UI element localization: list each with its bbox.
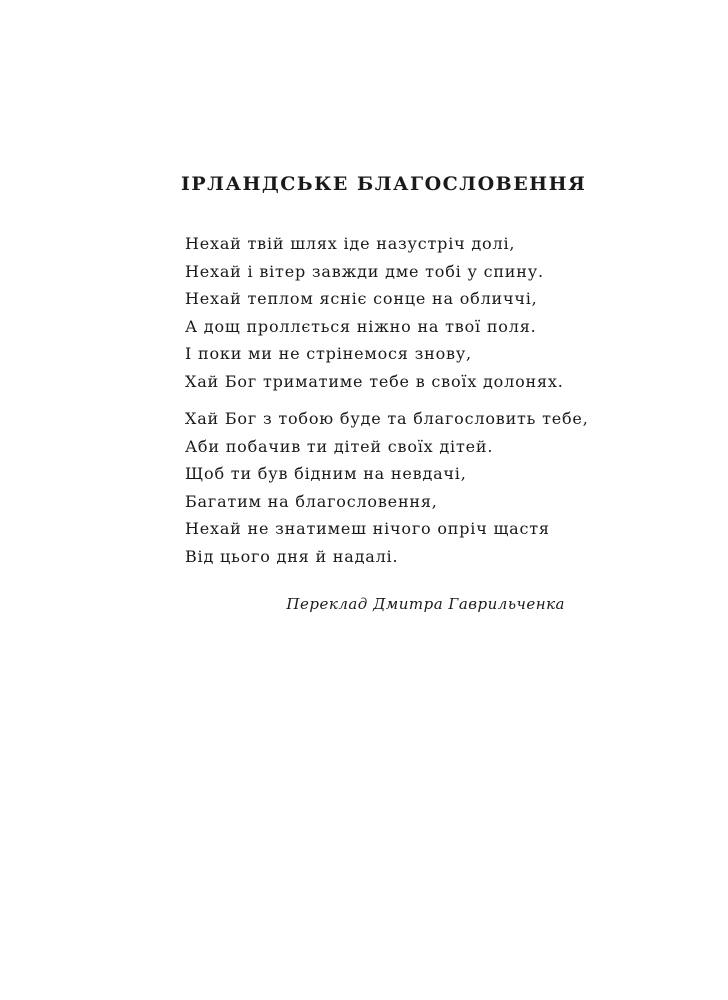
poem-line: Нехай твій шлях іде назустріч долі, [185, 234, 516, 253]
translator-credit: Переклад Дмитра Гаврильченка [286, 595, 565, 613]
poem-line: Хай Бог з тобою буде та благословить тебе, [185, 409, 589, 428]
poem-line: Аби побачив ти дітей своїх дітей. [185, 436, 494, 456]
poem-line: Нехай теплом ясніє сонце на обличчі, [185, 289, 538, 309]
poem-line: А дощ проллється ніжно на твої поля. [185, 316, 537, 336]
poem-line: І поки ми не стрінемося знову, [185, 344, 472, 364]
poem-line: Від цього дня й надалі. [185, 546, 399, 566]
poem-title: ІРЛАНДСЬКЕ БЛАГОСЛОВЕННЯ [181, 173, 587, 195]
poem-line: Багатим на благословення, [185, 491, 438, 511]
poem-line: Хай Бог триматиме тебе в своїх долонях. [185, 371, 564, 391]
poem-line: Нехай і вітер завжди дме тобі у спину. [185, 261, 544, 281]
stanza-1 [185, 230, 564, 396]
stanza-2 [185, 405, 589, 571]
poem-line: Нехай не знатимеш нічого опріч щастя [185, 519, 550, 539]
poem-line: Щоб ти був бідним на невдачі, [185, 464, 467, 484]
